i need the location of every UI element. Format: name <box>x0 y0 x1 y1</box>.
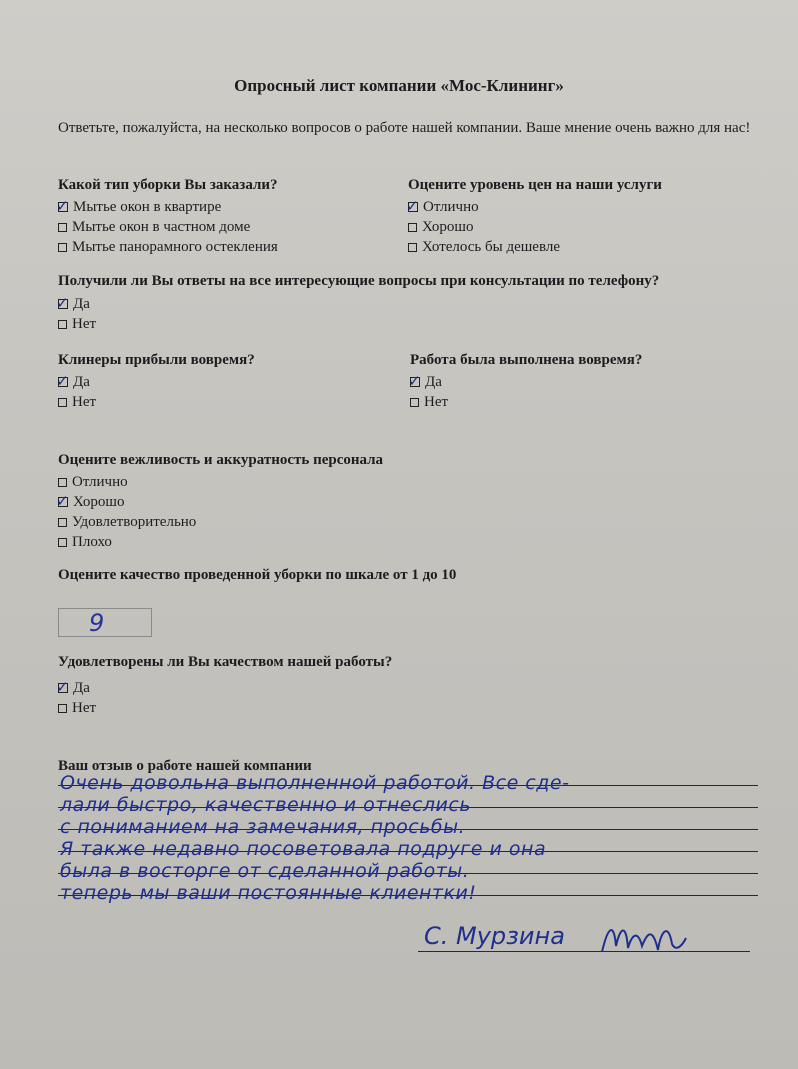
option-label: Мытье окон в квартире <box>73 199 222 215</box>
option-label: Да <box>425 374 442 390</box>
option-price-2[interactable] <box>408 237 560 257</box>
checkbox-icon[interactable] <box>56 492 69 510</box>
signature-line <box>418 951 750 952</box>
check-mark-icon: ✓ <box>56 492 69 510</box>
option-politeness-0[interactable] <box>58 472 196 492</box>
option-politeness-2[interactable] <box>58 512 196 532</box>
feedback-line: лали быстро, качественно и отнеслись <box>60 794 472 816</box>
option-label: Нет <box>72 700 97 716</box>
check-mark-icon: ✓ <box>56 294 69 312</box>
option-label: Плохо <box>72 534 112 550</box>
score-value: 9 <box>89 609 105 637</box>
option-arrival-yes[interactable] <box>58 372 96 392</box>
feedback-line: теперь мы ваши постоянные клиентки! <box>60 882 477 904</box>
feedback-line: Очень довольна выполненной работой. Все сде- <box>60 772 570 794</box>
feedback-line: Я также недавно посоветовала подруге и она <box>60 838 547 860</box>
option-politeness-1[interactable] <box>58 492 196 512</box>
option-label: Мытье панорамного остекления <box>72 239 278 255</box>
option-arrival-no[interactable] <box>58 392 96 412</box>
checkbox-icon[interactable] <box>58 243 67 252</box>
option-label: Нет <box>72 316 97 332</box>
option-label: Отлично <box>423 199 479 215</box>
option-satisfied-no[interactable] <box>58 698 96 718</box>
options-satisfied <box>58 678 96 718</box>
feedback-line: была в восторге от сделанной работы. <box>60 860 470 882</box>
question-arrival: Клинеры прибыли вовремя? <box>58 352 255 368</box>
feedback-handwriting[interactable] <box>60 772 760 904</box>
options-phone <box>58 294 96 334</box>
check-mark-icon: ✓ <box>56 372 69 390</box>
checkbox-icon[interactable] <box>58 478 67 487</box>
score-field[interactable] <box>58 608 152 637</box>
option-label: Хорошо <box>73 494 125 510</box>
option-cleaning-type-2[interactable] <box>58 237 278 257</box>
checkbox-icon[interactable] <box>56 294 69 312</box>
page-title: Опросный лист компании «Мос-Клининг» <box>234 76 564 95</box>
checkbox-icon[interactable] <box>58 320 67 329</box>
checkbox-icon[interactable] <box>58 398 67 407</box>
question-phone: Получили ли Вы ответы на все интересующие вопросы при консультации по телефону? <box>58 273 660 289</box>
option-label: Удовлетворительно <box>72 514 197 530</box>
check-mark-icon: ✓ <box>408 372 421 390</box>
options-cleaning-type <box>58 197 278 257</box>
option-phone-yes[interactable] <box>58 294 96 314</box>
option-label: Мытье окон в частном доме <box>72 219 251 235</box>
check-mark-icon: ✓ <box>56 678 69 696</box>
option-label: Да <box>73 296 90 312</box>
option-phone-no[interactable] <box>58 314 96 334</box>
feedback-label: Ваш отзыв о работе нашей компании <box>58 758 312 774</box>
checkbox-icon[interactable] <box>58 518 67 527</box>
option-label: Хорошо <box>422 219 474 235</box>
option-cleaning-type-0[interactable] <box>58 197 278 217</box>
checkbox-icon[interactable] <box>408 372 421 390</box>
options-price <box>408 197 560 257</box>
option-cleaning-type-1[interactable] <box>58 217 278 237</box>
signature-scribble-icon <box>598 916 688 960</box>
checkbox-icon[interactable] <box>58 704 67 713</box>
option-label: Да <box>73 374 90 390</box>
feedback-line: с пониманием на замечания, просьбы. <box>60 816 466 838</box>
option-ontime-yes[interactable] <box>410 372 448 392</box>
checkbox-icon[interactable] <box>56 372 69 390</box>
option-label: Нет <box>72 394 97 410</box>
checkbox-icon[interactable] <box>58 223 67 232</box>
options-arrival <box>58 372 96 412</box>
question-satisfied: Удовлетворены ли Вы качеством нашей работы? <box>58 654 393 670</box>
option-price-1[interactable] <box>408 217 560 237</box>
question-ontime: Работа была выполнена вовремя? <box>410 352 643 368</box>
checkbox-icon[interactable] <box>408 223 417 232</box>
intro-text: Ответьте, пожалуйста, на несколько вопросов о работе нашей компании. Ваше мнение очень важно для нас! <box>58 120 751 136</box>
question-quality: Оцените качество проведенной уборки по шкале от 1 до 10 <box>58 567 457 583</box>
option-satisfied-yes[interactable] <box>58 678 96 698</box>
option-price-0[interactable] <box>408 197 560 217</box>
checkbox-icon[interactable] <box>408 243 417 252</box>
checkbox-icon[interactable] <box>410 398 419 407</box>
question-price: Оцените уровень цен на наши услуги <box>408 177 662 193</box>
option-label: Хотелось бы дешевле <box>422 239 560 255</box>
option-label: Отлично <box>72 474 128 490</box>
checkbox-icon[interactable] <box>56 678 69 696</box>
checkbox-icon[interactable] <box>406 197 419 215</box>
question-cleaning-type: Какой тип уборки Вы заказали? <box>58 177 278 193</box>
checkbox-icon[interactable] <box>56 197 69 215</box>
option-label: Нет <box>424 394 449 410</box>
option-label: Да <box>73 680 90 696</box>
checkbox-icon[interactable] <box>58 538 67 547</box>
question-politeness: Оцените вежливость и аккуратность персонала <box>58 452 384 468</box>
signature-name: С. Мурзина <box>424 922 565 950</box>
option-ontime-no[interactable] <box>410 392 448 412</box>
options-politeness <box>58 472 196 552</box>
options-ontime <box>410 372 448 412</box>
option-politeness-3[interactable] <box>58 532 196 552</box>
check-mark-icon: ✓ <box>406 197 419 215</box>
check-mark-icon: ✓ <box>56 197 69 215</box>
